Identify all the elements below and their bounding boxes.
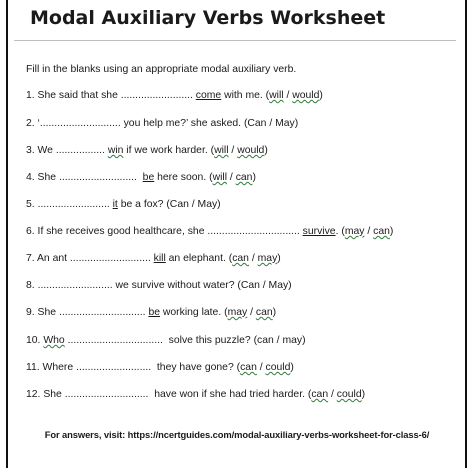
answer-blank: ............................ [69, 253, 151, 264]
question-7: 7. An ant ............................ kill an elephant. (can / may) [26, 253, 281, 264]
option: could [265, 362, 291, 373]
main-verb: survive [302, 226, 336, 237]
main-verb: it [112, 199, 118, 210]
answer-blank: ............................ [39, 118, 121, 129]
option: can [232, 253, 249, 264]
question-11: 11. Where .......................... they have gone? (can / could) [26, 362, 294, 373]
option: will [212, 172, 228, 183]
title-divider [14, 40, 456, 41]
answer-blank: ................................. [67, 335, 163, 346]
question-8: 8. .......................... we survive without water? (Can / May) [26, 280, 292, 291]
option: can [373, 226, 390, 237]
question-6: 6. If she receives good healthcare, she ................................ survive. (may / can) [26, 226, 394, 237]
answer-blank: ........................... [58, 172, 137, 183]
question-10: 10. Who ................................. solve this puzzle? (can / may) [26, 335, 306, 346]
main-verb: win [107, 145, 124, 156]
answer-blank: .......................... [37, 280, 113, 291]
question-9: 9. She .............................. be working late. (may / can) [26, 307, 277, 318]
answer-blank: .......................... [76, 362, 152, 373]
option: can [235, 172, 253, 183]
main-verb: be [148, 307, 160, 318]
option: may [227, 307, 248, 318]
option: would [292, 90, 320, 101]
option: could [336, 389, 362, 400]
question-5: 5. ......................... it be a fox? (Can / May) [26, 199, 221, 210]
option: will [269, 90, 284, 101]
main-verb: kill [153, 253, 166, 264]
answer-blank: ......................... [37, 199, 110, 210]
option: would [237, 145, 265, 156]
option: can [311, 389, 329, 400]
question-2: 2. ‘............................ you help me?’ she asked. (Can / May) [26, 118, 299, 129]
option: will [214, 145, 229, 156]
answer-blank: .............................. [58, 307, 146, 318]
worksheet-title: Modal Auxiliary Verbs Worksheet [30, 7, 386, 29]
main-verb: come [195, 90, 222, 101]
instructions-text: Fill in the blanks using an appropriate modal auxiliary verb. [26, 64, 297, 75]
answer-blank: ................. [55, 145, 105, 156]
question-1: 1. She said that she ......................... come with me. (will / would) [26, 90, 323, 101]
option: may [344, 226, 365, 237]
question-4: 4. She ........................... be here soon. (will / can) [26, 172, 256, 183]
answer-blank: ......................... [120, 90, 193, 101]
question-word: Who [43, 335, 65, 346]
answer-blank: ............................. [64, 389, 149, 400]
option: can [255, 307, 273, 318]
question-3: 3. We ................. win if we work harder. (will / would) [26, 145, 268, 156]
question-12: 12. She ............................. have won if she had tried harder. (can / could) [26, 389, 366, 400]
main-verb: be [142, 172, 155, 183]
answers-link-footer[interactable]: For answers, visit: https://ncertguides.com/modal-auxiliary-verbs-worksheet-for-class-6/ [44, 429, 430, 440]
answer-blank: ................................ [207, 226, 300, 237]
option: can [240, 362, 257, 373]
option: may [257, 253, 278, 264]
